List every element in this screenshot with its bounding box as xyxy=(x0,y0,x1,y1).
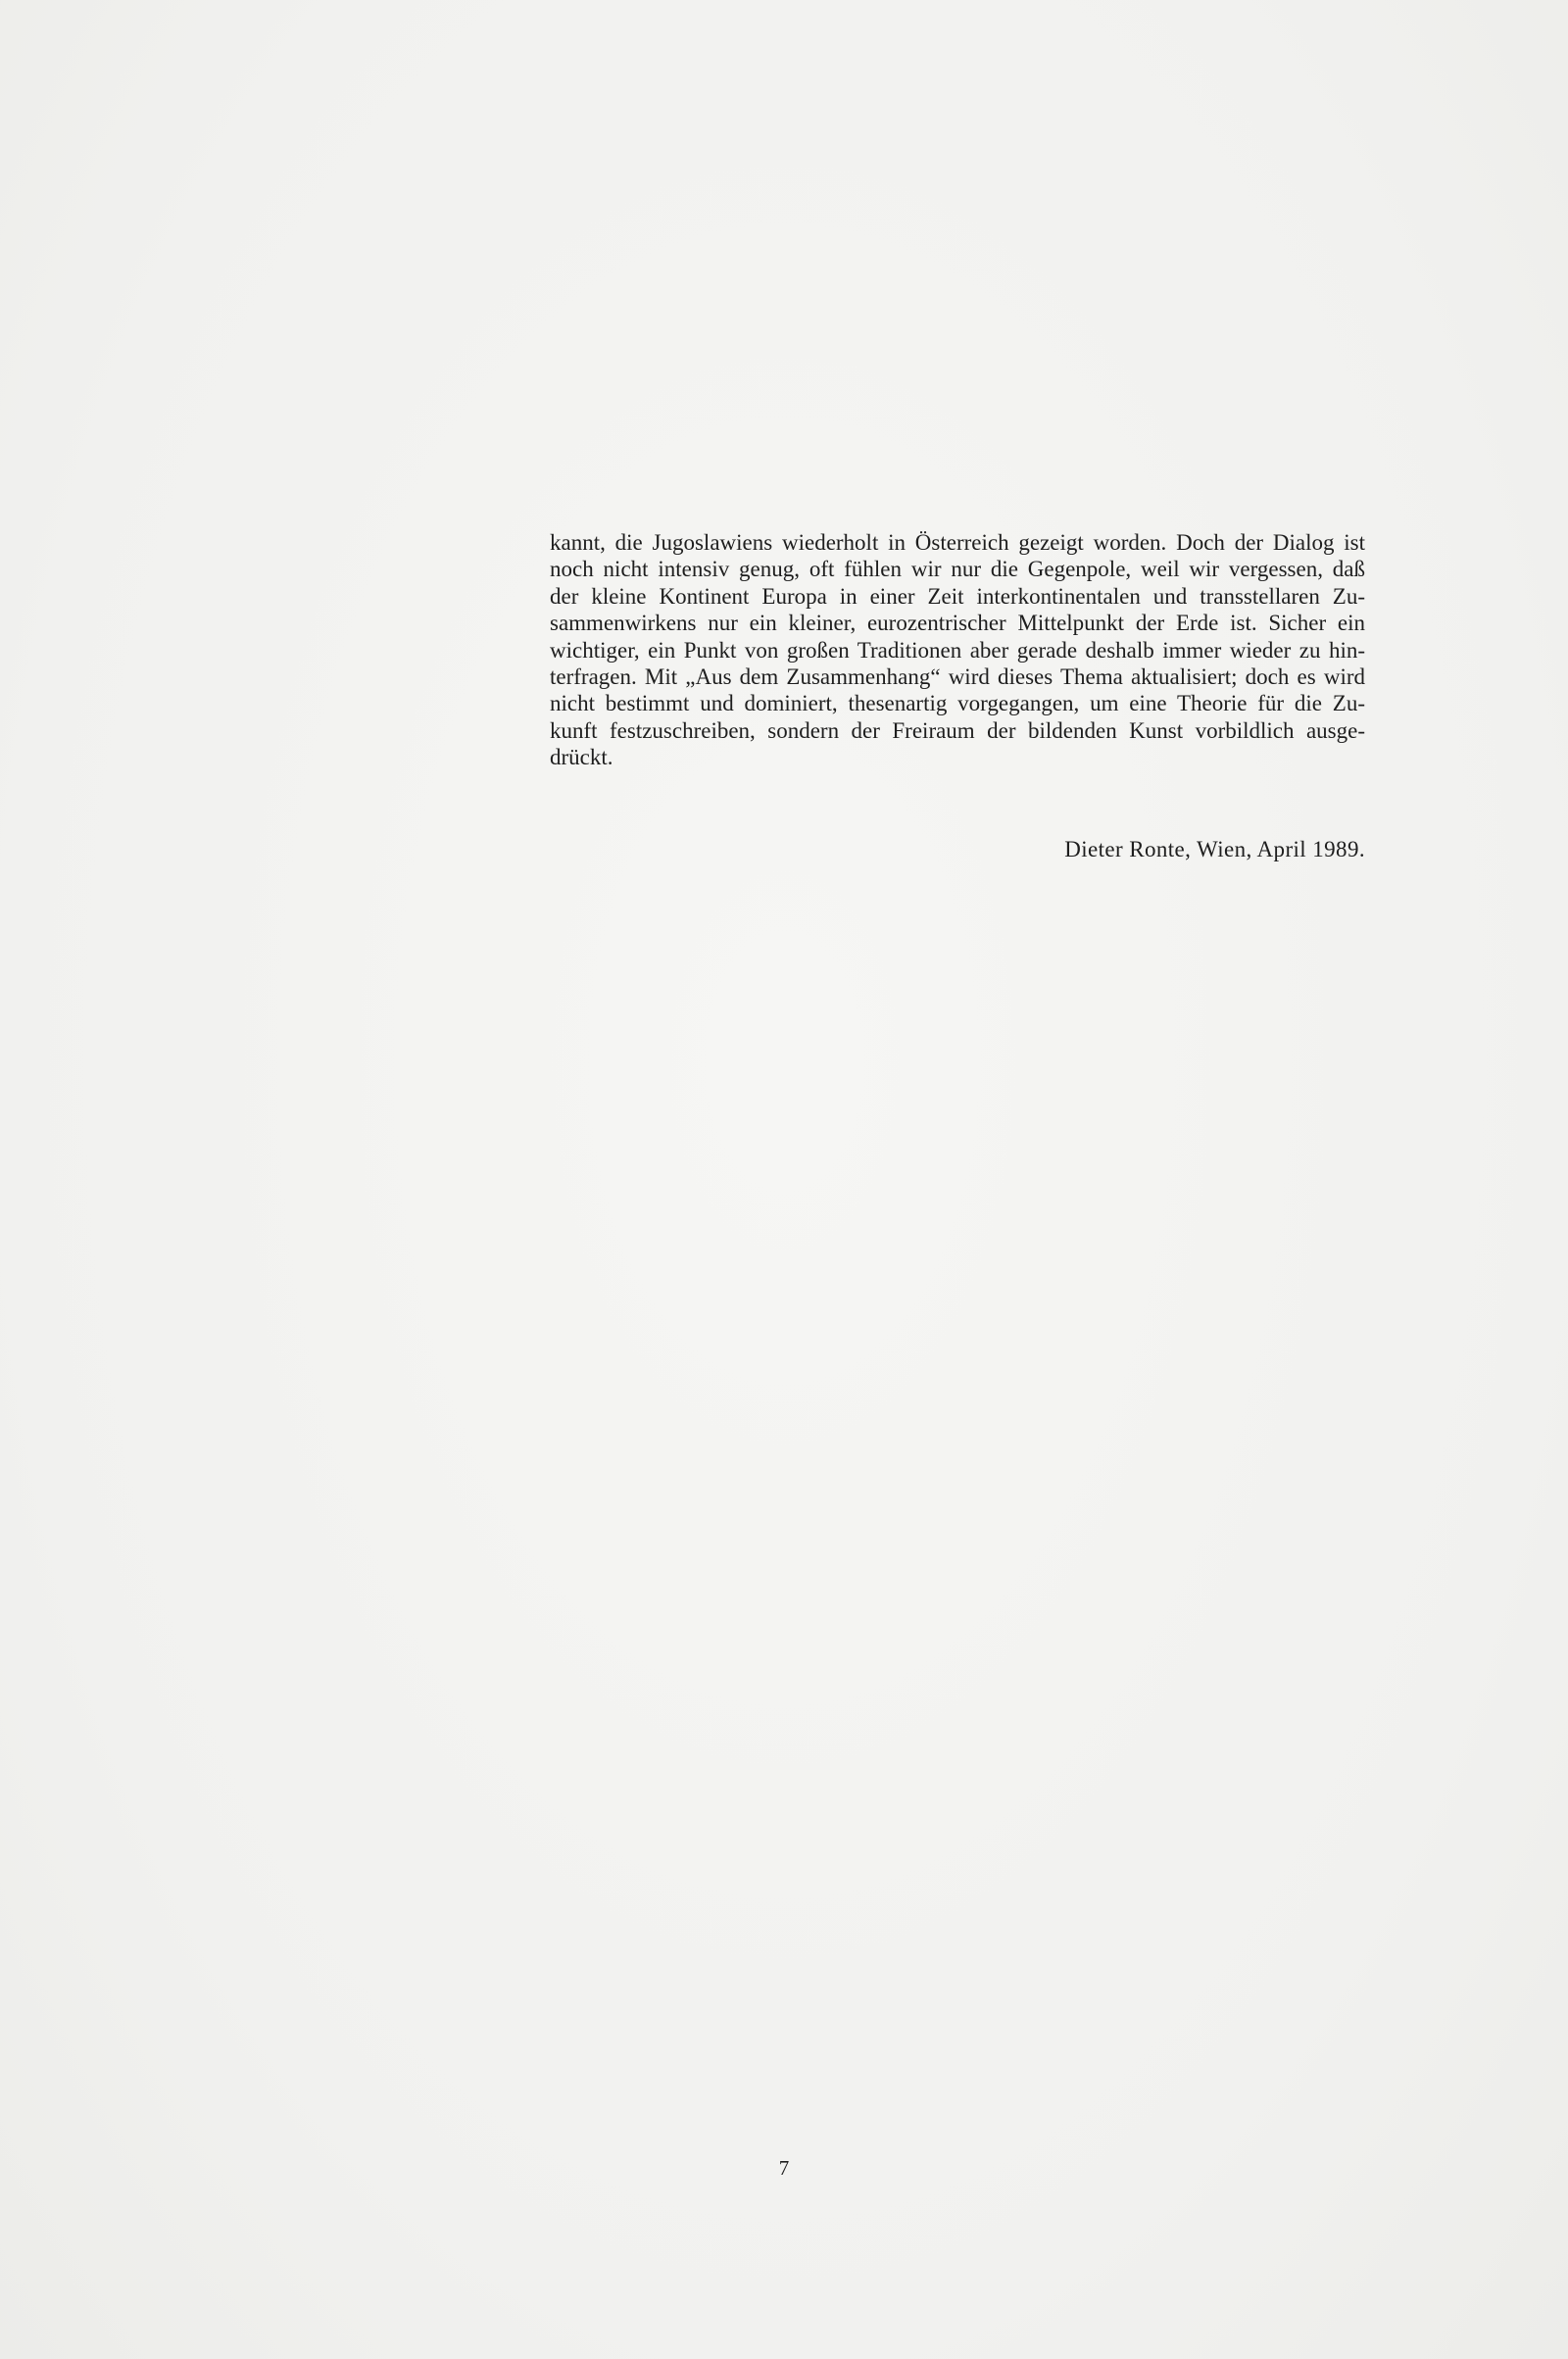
text-line: noch nicht intensiv genug, oft fühlen wir nur die Gegenpole, weil wir vergessen, daß xyxy=(550,557,1365,582)
text-line: wichtiger, ein Punkt von großen Traditionen aber gerade deshalb immer wieder zu hin- xyxy=(550,637,1365,663)
page-number: 7 xyxy=(778,2156,790,2180)
text-line: nicht bestimmt und dominiert, thesenartig vorgegangen, um eine Theorie für die Zu- xyxy=(550,691,1365,716)
text-line: kunft festzuschreiben, sondern der Freiraum der bildenden Kunst vorbildlich ausge- xyxy=(550,717,1365,743)
body-paragraph xyxy=(550,529,1365,771)
text-line: drückt. xyxy=(550,745,613,770)
text-line: der kleine Kontinent Europa in einer Zeit interkontinentalen und transstellaren Zu- xyxy=(550,583,1365,609)
text-line: terfragen. Mit „Aus dem Zusammenhang“ wird dieses Thema aktualisiert; doch es wird xyxy=(550,664,1365,690)
author-signature: Dieter Ronte, Wien, April 1989. xyxy=(1064,837,1365,861)
text-line: sammenwirkens nur ein kleiner, eurozentrischer Mittelpunkt der Erde ist. Sicher ein xyxy=(550,611,1365,636)
text-line: kannt, die Jugoslawiens wiederholt in Österreich gezeigt worden. Doch der Dialog ist xyxy=(550,530,1365,555)
